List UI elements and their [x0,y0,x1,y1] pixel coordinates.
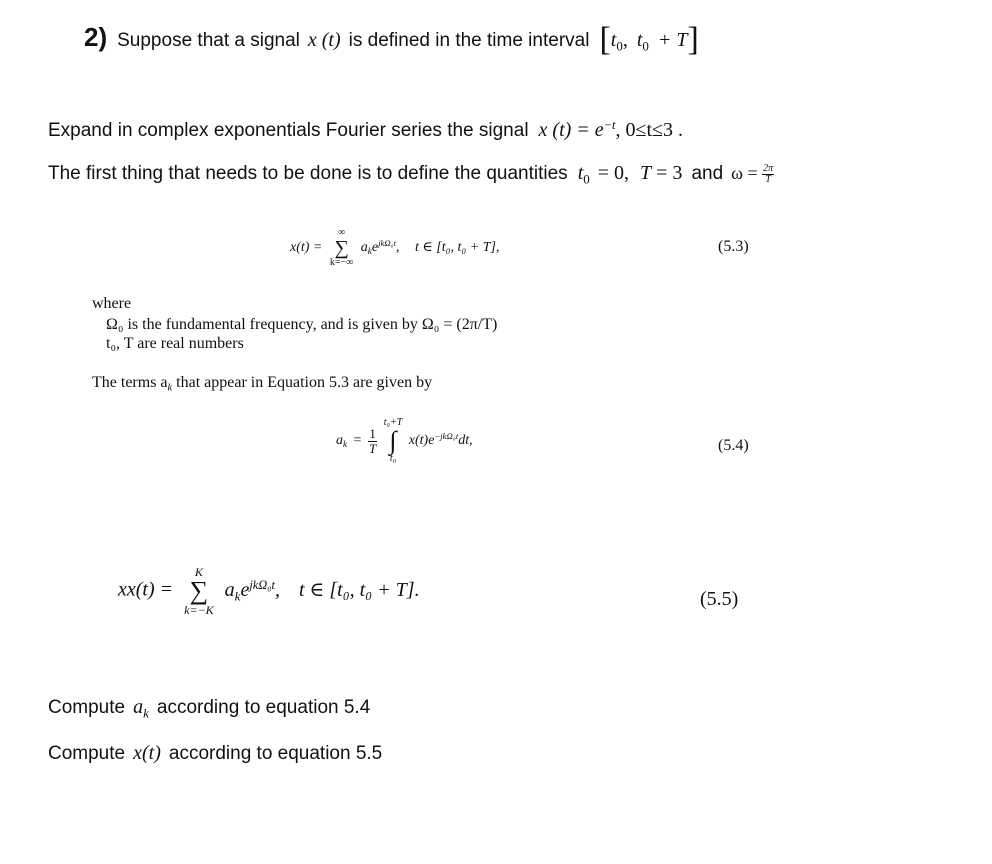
problem-number: 2) [84,22,108,52]
eq53-summation: ∞ ∑ k=−∞ [329,227,354,268]
signal-symbol: x (t) [307,29,341,51]
equation-5-5-number: (5.5) [700,588,739,610]
expand-statement [48,118,683,142]
quantities-text: The first thing that needs to be done is to define the quantities [48,163,568,184]
eq53-lhs: x(t) = [290,240,323,256]
equation-5-3 [290,228,499,268]
and-word: and [691,163,724,184]
equation-5-4: $a_k$ = $\frac{1}{T}$ t₀+T ∫ t₀ $x(t)e^{-jk\Omega_0t}dt$, [336,417,473,464]
eq55-interval: t ∈ [t₀, t₀ + T]. [299,578,420,601]
task-1-symbol: $a_k$ [133,696,149,721]
where-line-2: t₀, T are real numbers [106,335,244,352]
time-interval: [$t_0$, $t_0 + T$] [599,21,699,58]
quantities-values: $t_0 = 0$, T = 3 [577,162,683,187]
eq54-fraction: $\frac{1}{T}$ [368,425,377,456]
expand-text: Expand in complex exponentials Fourier series the signal [48,119,529,141]
equation-5-5 [118,566,420,616]
omega-definition: ω = $\frac{2\pi}{T}$ [731,162,774,186]
eq53-term: $a_ke^{jk\Omega_0t}$, [360,238,400,257]
task-1: Compute $a_k$ according to equation 5.4 [48,696,371,721]
equation-5-4-number: (5.4) [718,437,749,454]
terms-statement: The terms $a_k$ that appear in Equation 5.3 are given by [92,374,433,394]
where-line-1: Ω₀ is the fundamental frequency, and is given by Ω₀ = (2π/T) [106,316,498,333]
eq54-integral: t₀+T ∫ t₀ [383,417,403,464]
eq55-summation: K ∑ k=−K [184,565,214,617]
problem-intro-rest: is defined in the time interval [348,30,590,51]
eq54-integrand: $x(t)e^{-jk\Omega_0t}dt$, [408,431,473,449]
eq54-lhs: $a_k$ [336,433,348,450]
equation-5-3-number: (5.3) [718,238,749,255]
eq53-interval: t ∈ [t₀, t₀ + T], [415,240,500,256]
problem-intro: Suppose that a signal [117,30,300,51]
eq55-term: $a_ke^{jk\Omega_0t}$, [224,577,280,604]
eq55-lhs: xx(t) = [118,578,174,601]
signal-definition: x $(t) = e^{-t}$, 0≤t≤3 . [538,118,684,141]
where-label: where [92,295,132,312]
task-2: Compute x(t) according to equation 5.5 [48,742,383,764]
task-2-symbol: x(t) [133,742,161,764]
quantities-statement [48,162,774,188]
problem-statement [84,22,699,57]
